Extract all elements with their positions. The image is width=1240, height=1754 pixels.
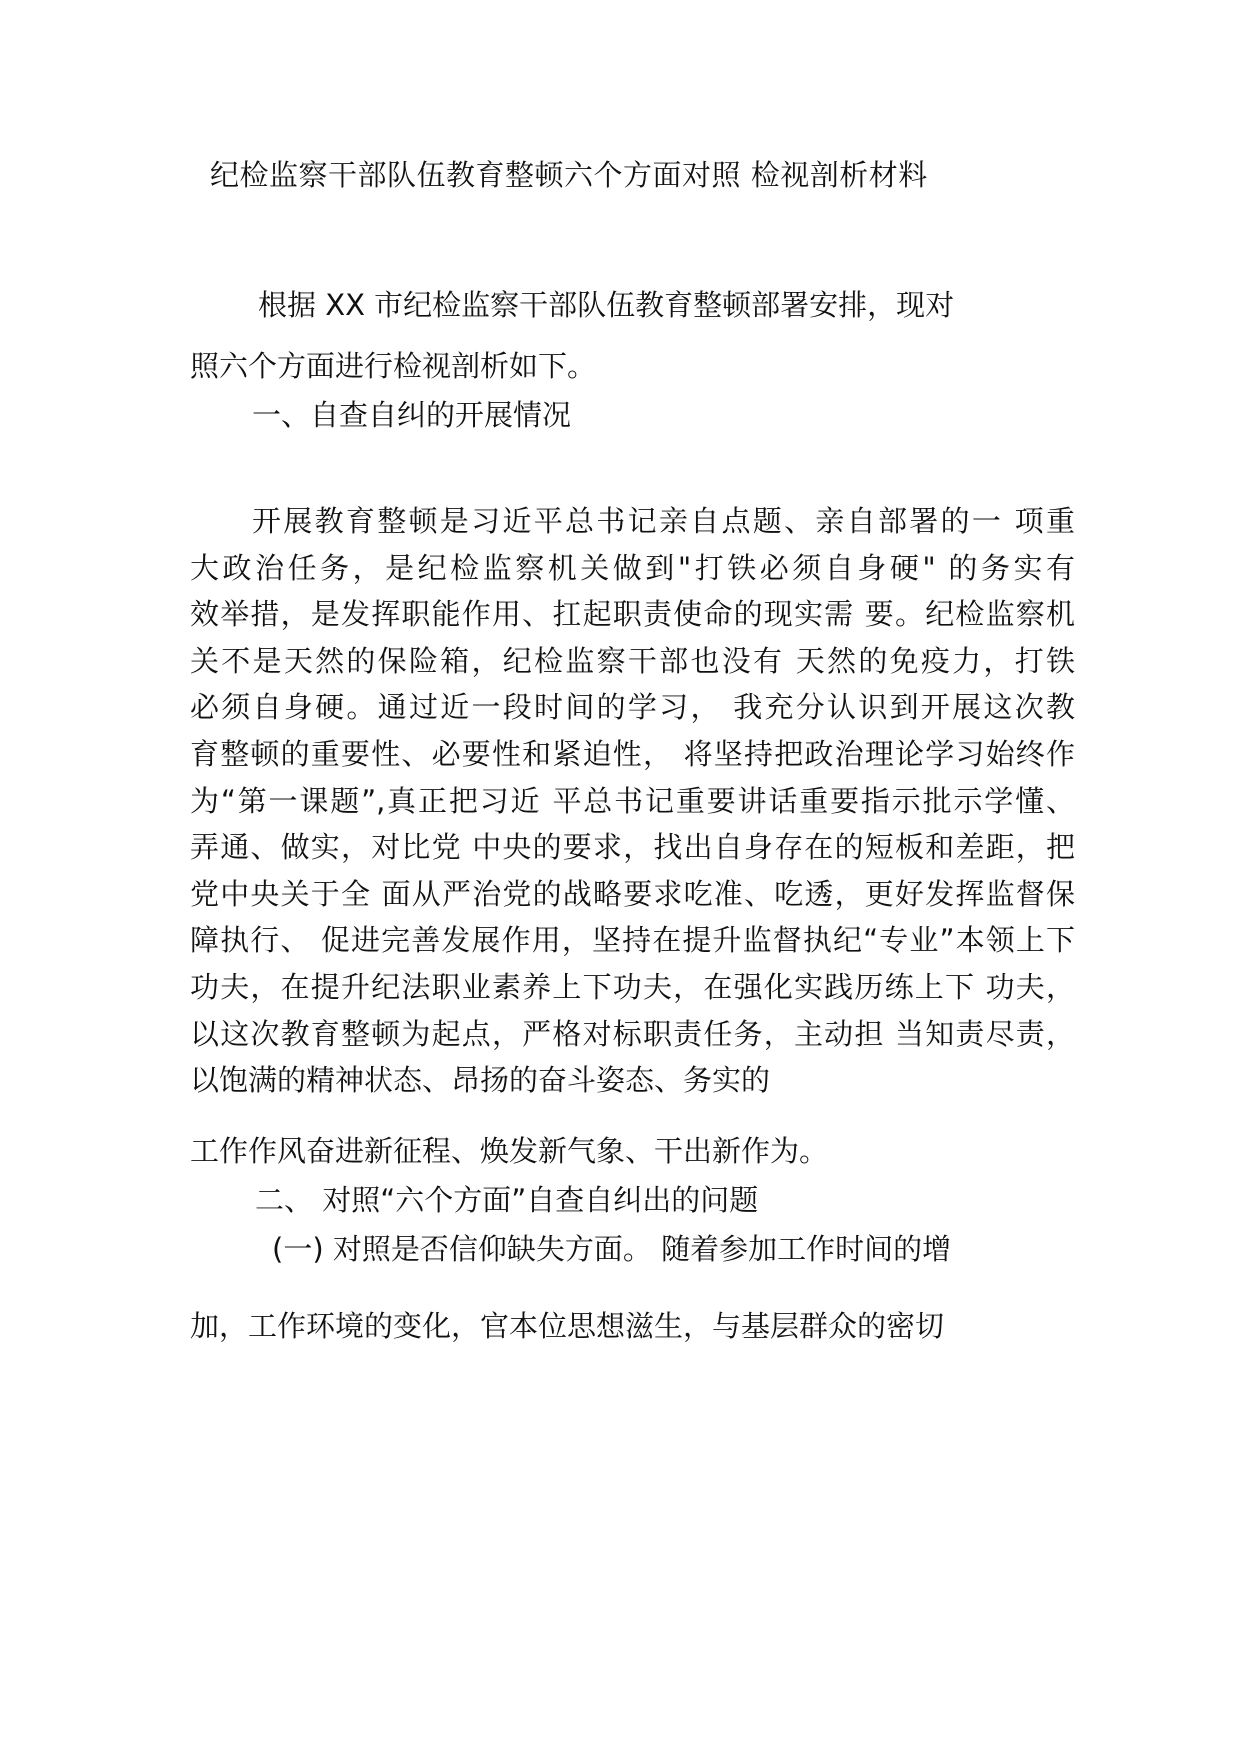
paragraph-line: 弄通、做实，对比党 中央的要求，找出自身存在的短板和差距，把 [190, 830, 1075, 865]
paragraph-line: 大政治任务，是纪检监察机关做到"打铁必须自身硬" 的务实有 [190, 550, 1075, 585]
intro-line-1: 根据 XX 市纪检监察干部队伍教育整顿部署安排，现对 [258, 288, 955, 322]
paragraph-line: 育整顿的重要性、必要性和紧迫性， 将坚持把政治理论学习始终作 [190, 736, 1075, 771]
paragraph-line: 必须自身硬。通过近一段时间的学习， 我充分认识到开展这次教 [190, 690, 1075, 725]
section-1-paragraph [190, 498, 1090, 1104]
paragraph-line: 障执行、 促进完善发展作用，坚持在提升监督执纪“专业”本领上下 [190, 923, 1075, 958]
paragraph-line: 关不是天然的保险箱，纪检监察干部也没有 天然的免疫力，打铁 [190, 643, 1075, 678]
paragraph-line: 以这次教育整顿为起点，严格对标职责任务，主动担 当知责尽责， [190, 1016, 1075, 1051]
paragraph-line: 效举措，是发挥职能作用、扛起职责使命的现实需 要。纪检监察机 [190, 597, 1075, 632]
paragraph-line: 党中央关于全 面从严治党的战略要求吃准、吃透，更好发挥监督保 [190, 876, 1075, 911]
paragraph-line: 以饱满的精神状态、昂扬的奋斗姿态、务实的 [190, 1063, 771, 1098]
intro-line-2: 照六个方面进行检视剖析如下。 [190, 349, 597, 383]
section-1-closing: 工作作风奋进新征程、焕发新气象、干出新作为。 [190, 1134, 829, 1168]
document-title: 纪检监察干部队伍教育整顿六个方面对照 检视剖析材料 [210, 158, 928, 192]
section-2-heading: 二、 对照“六个方面”自查自纠出的问题 [255, 1183, 759, 1217]
subsection-1-line: (一) 对照是否信仰缺失方面。 随着参加工作时间的增 [272, 1232, 952, 1266]
section-1-heading: 一、自查自纠的开展情况 [252, 398, 572, 432]
subsection-1-continuation: 加，工作环境的变化，官本位思想滋生，与基层群众的密切 [190, 1309, 945, 1343]
paragraph-line: 开展教育整顿是习近平总书记亲自点题、亲自部署的一 项重 [252, 504, 1075, 538]
paragraph-line: 为“第一课题”,真正把习近 平总书记重要讲话重要指示批示学懂、 [190, 783, 1075, 818]
paragraph-line: 功夫，在提升纪法职业素养上下功夫，在强化实践历练上下 功夫， [190, 969, 1075, 1004]
